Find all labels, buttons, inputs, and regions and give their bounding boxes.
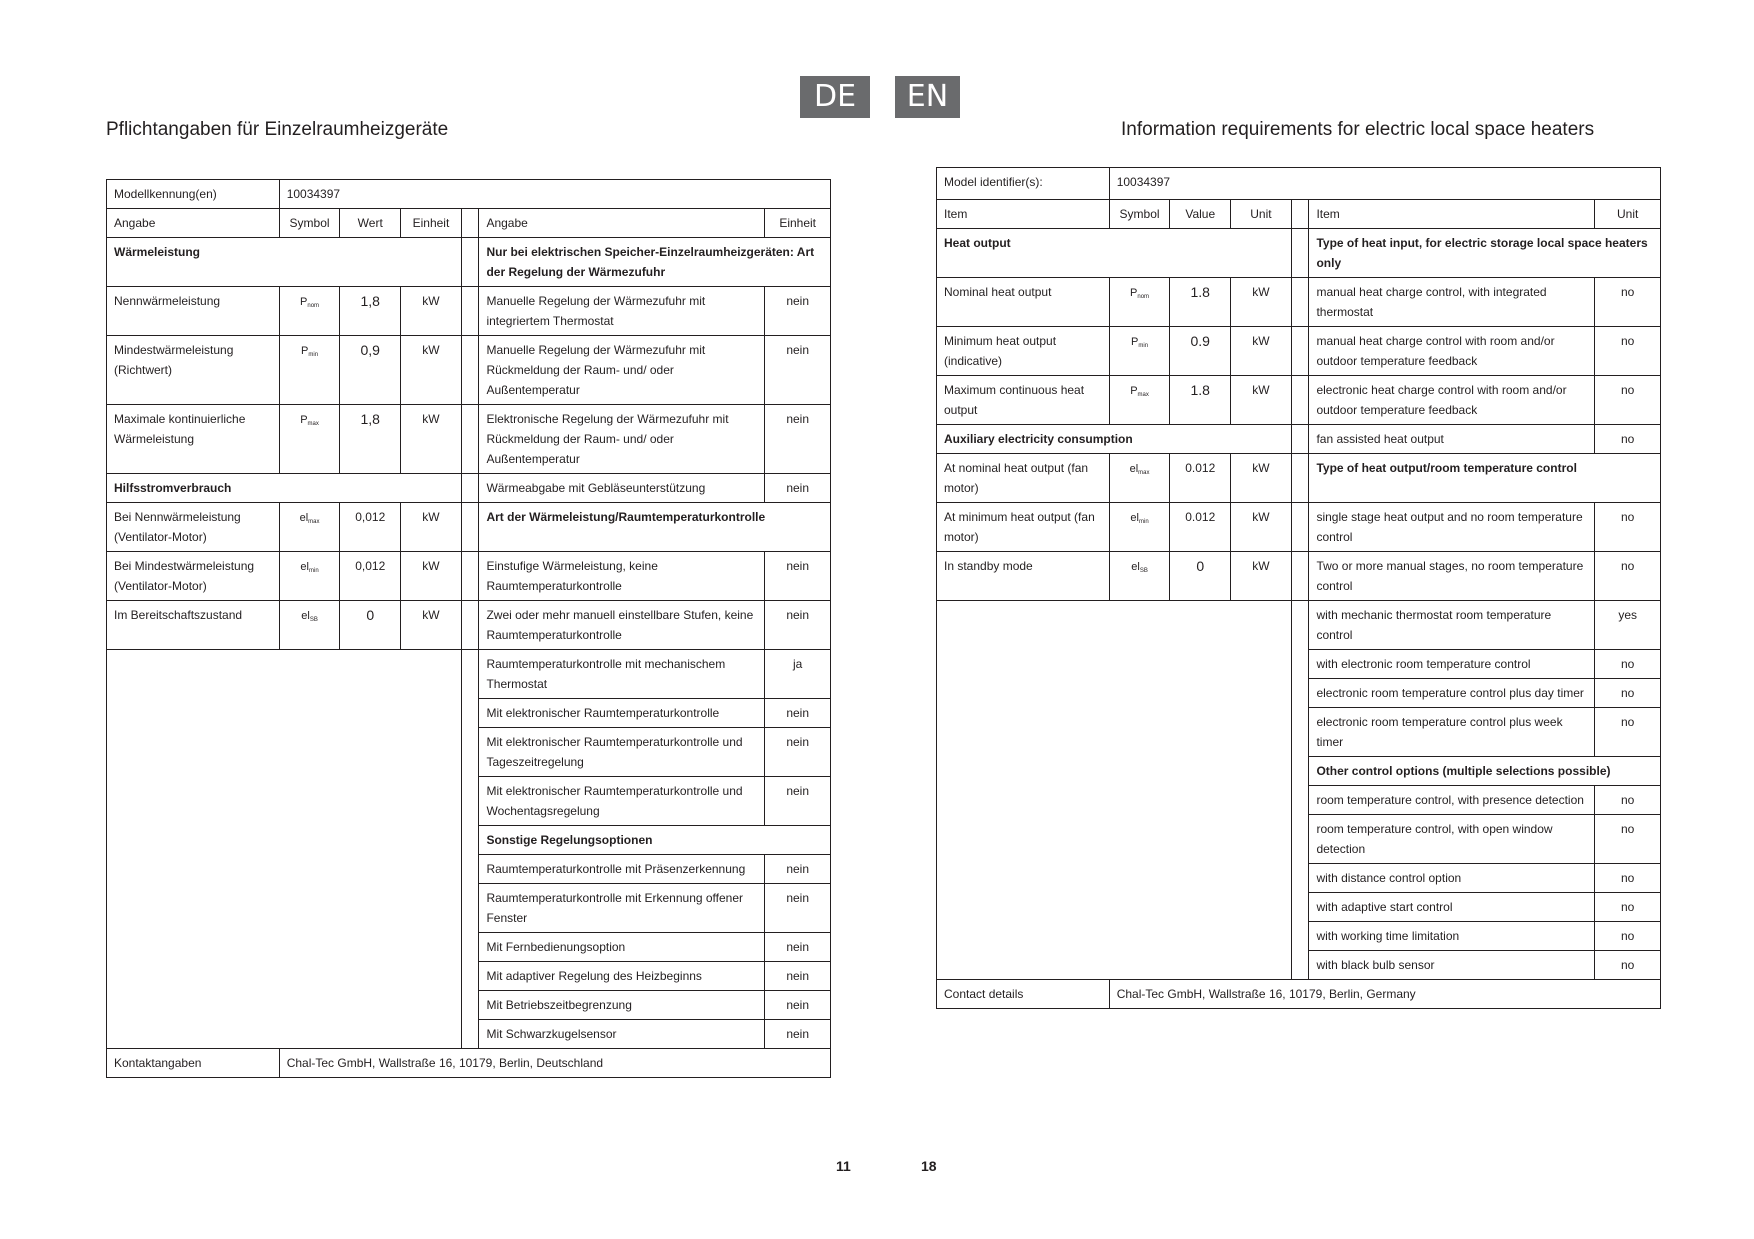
- row-item-value: nein: [765, 552, 830, 601]
- page-number-de: 11: [836, 1158, 851, 1174]
- symbol-cell: [1109, 551, 1170, 600]
- section-heat-output: Heat output: [937, 228, 1291, 277]
- table-row: [937, 453, 1660, 502]
- row-item: with working time limitation: [1309, 921, 1595, 950]
- row-unit: kW: [401, 503, 462, 552]
- language-badge-de: DE: [800, 76, 870, 118]
- column-divider: [461, 650, 479, 1049]
- header-item: Angabe: [479, 209, 765, 238]
- header-item: Item: [937, 199, 1109, 228]
- row-label: At nominal heat output (fan motor): [937, 453, 1109, 502]
- column-divider: [1291, 228, 1309, 277]
- column-divider: [461, 336, 479, 405]
- row-unit: kW: [401, 405, 462, 474]
- column-divider: [1291, 600, 1309, 979]
- symbol-subscript: min: [1138, 518, 1149, 525]
- table-row: [937, 375, 1660, 424]
- language-badge-en: EN: [895, 76, 960, 118]
- row-value: 0: [340, 601, 401, 650]
- symbol-subscript: nom: [1137, 293, 1150, 300]
- symbol-subscript: max: [1138, 469, 1150, 476]
- empty-area: [937, 600, 1291, 979]
- table-row: [107, 552, 830, 601]
- row-item-value: no: [1595, 277, 1660, 326]
- row-unit: kW: [1231, 502, 1292, 551]
- model-label: Modellkennung(en): [107, 180, 279, 209]
- row-label: At minimum heat output (fan motor): [937, 502, 1109, 551]
- row-value: 1.8: [1170, 277, 1231, 326]
- table-row: [107, 650, 830, 699]
- header-symbol: Symbol: [279, 209, 340, 238]
- row-item: Manuelle Regelung der Wärmezufuhr mit Rückmeldung der Raum- und/ oder Außentemperatur: [479, 336, 765, 405]
- table-row: [107, 336, 830, 405]
- symbol-cell: [279, 503, 340, 552]
- symbol-subscript: SB: [309, 617, 318, 623]
- row-item: electronic room temperature control plus day timer: [1309, 678, 1595, 707]
- row-item: with mechanic thermostat room temperature control: [1309, 600, 1595, 649]
- header-item: Item: [1309, 199, 1595, 228]
- info-table-en: [936, 167, 1661, 1009]
- row-item: Manuelle Regelung der Wärmezufuhr mit integriertem Thermostat: [479, 287, 765, 336]
- header-unit: Einheit: [401, 209, 462, 238]
- row-item: Mit elektronischer Raumtemperaturkontrolle und Tageszeitregelung: [479, 728, 765, 777]
- table-row: [937, 277, 1660, 326]
- row-value: 0.9: [1170, 326, 1231, 375]
- row-label: Maximum continuous heat output: [937, 375, 1109, 424]
- section-storage-control: Nur bei elektrischen Speicher-Einzelraumheizgeräten: Art der Regelung der Wärmezufuhr: [479, 238, 830, 287]
- column-divider: [1291, 199, 1309, 228]
- row-label: Minimum heat output (indicative): [937, 326, 1109, 375]
- row-item: manual heat charge control with room and/or outdoor temperature feedback: [1309, 326, 1595, 375]
- header-item: Angabe: [107, 209, 279, 238]
- empty-area: [107, 650, 461, 1049]
- contact-label: Contact details: [937, 979, 1109, 1008]
- row-unit: kW: [1231, 277, 1292, 326]
- row-item-value: yes: [1595, 600, 1660, 649]
- table-row: [937, 326, 1660, 375]
- symbol: P: [1131, 335, 1139, 348]
- column-divider: [1291, 453, 1309, 502]
- symbol: P: [300, 296, 308, 308]
- row-item-value: nein: [765, 728, 830, 777]
- column-divider: [461, 209, 479, 238]
- row-item: room temperature control, with presence detection: [1309, 785, 1595, 814]
- row-item-value: no: [1595, 921, 1660, 950]
- header-symbol: Symbol: [1109, 199, 1170, 228]
- row-item: room temperature control, with open window detection: [1309, 814, 1595, 863]
- table-row: [107, 287, 830, 336]
- column-divider: [461, 601, 479, 650]
- row-value: 0,9: [340, 336, 401, 405]
- info-table-de: [106, 179, 831, 1078]
- row-label: Maximale kontinuierliche Wärmeleistung: [107, 405, 279, 474]
- symbol: P: [1130, 384, 1138, 397]
- column-divider: [461, 405, 479, 474]
- row-item-value: nein: [765, 933, 830, 962]
- row-item: Mit Betriebszeitbegrenzung: [479, 991, 765, 1020]
- row-item: Two or more manual stages, no room temperature control: [1309, 551, 1595, 600]
- row-value: 0.012: [1170, 453, 1231, 502]
- row-item-value: no: [1595, 551, 1660, 600]
- row-item: single stage heat output and no room temperature control: [1309, 502, 1595, 551]
- symbol-subscript: SB: [1139, 567, 1148, 574]
- column-divider: [1291, 326, 1309, 375]
- row-item-value: nein: [765, 884, 830, 933]
- table-row: [107, 405, 830, 474]
- row-item-value: nein: [765, 1020, 830, 1049]
- row-item-value: no: [1595, 863, 1660, 892]
- symbol: el: [299, 512, 309, 524]
- row-item-value: no: [1595, 814, 1660, 863]
- symbol: el: [301, 610, 310, 622]
- section-auxiliary: Hilfsstromverbrauch: [107, 474, 461, 503]
- row-item-value: nein: [765, 855, 830, 884]
- row-label: Bei Mindestwärmeleistung (Ventilator-Motor): [107, 552, 279, 601]
- row-item: Zwei oder mehr manuell einstellbare Stufen, keine Raumtemperaturkontrolle: [479, 601, 765, 650]
- symbol: P: [1130, 286, 1138, 299]
- section-other-options: Sonstige Regelungsoptionen: [479, 826, 830, 855]
- row-item-value: nein: [765, 601, 830, 650]
- row-item-value: no: [1595, 375, 1660, 424]
- symbol-subscript: max: [308, 519, 320, 525]
- header-value: Value: [1170, 199, 1231, 228]
- section-control-type: Type of heat output/room temperature control: [1309, 453, 1660, 502]
- row-item: with adaptive start control: [1309, 892, 1595, 921]
- symbol: el: [1129, 462, 1139, 475]
- row-item: with black bulb sensor: [1309, 950, 1595, 979]
- symbol-cell: [279, 552, 340, 601]
- fan-assisted-label: Wärmeabgabe mit Gebläseunterstützung: [479, 474, 765, 503]
- symbol-cell: [1109, 326, 1170, 375]
- row-item: electronic heat charge control with room and/or outdoor temperature feedback: [1309, 375, 1595, 424]
- column-divider: [1291, 551, 1309, 600]
- symbol-cell: [1109, 453, 1170, 502]
- model-value: 10034397: [279, 180, 830, 209]
- table-row: [937, 502, 1660, 551]
- table-row: [937, 600, 1660, 649]
- row-item-value: no: [1595, 892, 1660, 921]
- column-divider: [1291, 375, 1309, 424]
- symbol: el: [1131, 560, 1140, 573]
- column-divider: [461, 474, 479, 503]
- row-item-value: nein: [765, 962, 830, 991]
- row-item-value: nein: [765, 405, 830, 474]
- page-title-en: Information requirements for electric local space heaters: [1121, 119, 1595, 140]
- row-item: Mit elektronischer Raumtemperaturkontrolle und Wochentagsregelung: [479, 777, 765, 826]
- row-item: Mit elektronischer Raumtemperaturkontrolle: [479, 699, 765, 728]
- column-divider: [1291, 424, 1309, 453]
- row-item: Einstufige Wärmeleistung, keine Raumtemperaturkontrolle: [479, 552, 765, 601]
- table-row: [107, 503, 830, 552]
- symbol-cell: [279, 336, 340, 405]
- fan-assisted-value: no: [1595, 424, 1660, 453]
- row-item-value: nein: [765, 777, 830, 826]
- row-label: Mindestwärmeleistung (Richtwert): [107, 336, 279, 405]
- row-item-value: no: [1595, 678, 1660, 707]
- symbol-subscript: nom: [307, 303, 320, 309]
- row-item: Raumtemperaturkontrolle mit mechanischem Thermostat: [479, 650, 765, 699]
- row-item: Mit Fernbedienungsoption: [479, 933, 765, 962]
- symbol-subscript: max: [307, 421, 319, 427]
- row-item: electronic room temperature control plus week timer: [1309, 707, 1595, 756]
- row-item: Raumtemperaturkontrolle mit Präsenzerkennung: [479, 855, 765, 884]
- page-title-de: Pflichtangaben für Einzelraumheizgeräte: [106, 119, 449, 140]
- row-label: Nominal heat output: [937, 277, 1109, 326]
- section-heat-output: Wärmeleistung: [107, 238, 461, 287]
- symbol-cell: [1109, 502, 1170, 551]
- row-item-value: no: [1595, 950, 1660, 979]
- row-unit: kW: [401, 601, 462, 650]
- row-value: 0,012: [340, 503, 401, 552]
- row-label: Bei Nennwärmeleistung (Ventilator-Motor): [107, 503, 279, 552]
- symbol: P: [300, 414, 308, 426]
- row-item-value: no: [1595, 785, 1660, 814]
- row-value: 0,012: [340, 552, 401, 601]
- row-item: Elektronische Regelung der Wärmezufuhr mit Rückmeldung der Raum- und/ oder Außentemperatur: [479, 405, 765, 474]
- table-row: [937, 551, 1660, 600]
- row-unit: kW: [401, 287, 462, 336]
- symbol-cell: [279, 601, 340, 650]
- page-number-en: 18: [921, 1158, 937, 1174]
- row-item-value: no: [1595, 502, 1660, 551]
- symbol: P: [301, 345, 309, 357]
- row-label: Im Bereitschaftszustand: [107, 601, 279, 650]
- row-item-value: nein: [765, 336, 830, 405]
- column-divider: [461, 238, 479, 287]
- row-item: with electronic room temperature control: [1309, 649, 1595, 678]
- row-value: 0.012: [1170, 502, 1231, 551]
- symbol-cell: [279, 405, 340, 474]
- row-unit: kW: [1231, 551, 1292, 600]
- column-divider: [461, 503, 479, 552]
- row-value: 1,8: [340, 287, 401, 336]
- row-item-value: nein: [765, 699, 830, 728]
- symbol-cell: [1109, 277, 1170, 326]
- header-value: Wert: [340, 209, 401, 238]
- row-item-value: no: [1595, 649, 1660, 678]
- contact-value: Chal-Tec GmbH, Wallstraße 16, 10179, Berlin, Germany: [1109, 979, 1660, 1008]
- section-other-options: Other control options (multiple selections possible): [1309, 756, 1660, 785]
- section-auxiliary: Auxiliary electricity consumption: [937, 424, 1291, 453]
- row-value: 0: [1170, 551, 1231, 600]
- row-item-value: no: [1595, 326, 1660, 375]
- row-label: Nennwärmeleistung: [107, 287, 279, 336]
- fan-assisted-label: fan assisted heat output: [1309, 424, 1595, 453]
- section-control-type: Art der Wärmeleistung/Raumtemperaturkontrolle: [479, 503, 830, 552]
- row-item: Mit Schwarzkugelsensor: [479, 1020, 765, 1049]
- symbol-subscript: min: [1138, 342, 1149, 349]
- row-label: In standby mode: [937, 551, 1109, 600]
- row-item-value: no: [1595, 707, 1660, 756]
- symbol: el: [1130, 511, 1139, 524]
- symbol-subscript: min: [308, 352, 319, 358]
- model-label: Model identifier(s):: [937, 168, 1109, 199]
- row-item: Mit adaptiver Regelung des Heizbeginns: [479, 962, 765, 991]
- row-unit: kW: [1231, 375, 1292, 424]
- row-value: 1.8: [1170, 375, 1231, 424]
- fan-assisted-value: nein: [765, 474, 830, 503]
- symbol-subscript: min: [308, 568, 319, 574]
- row-unit: kW: [401, 336, 462, 405]
- symbol-cell: [1109, 375, 1170, 424]
- row-item: manual heat charge control, with integrated thermostat: [1309, 277, 1595, 326]
- row-unit: kW: [1231, 453, 1292, 502]
- row-value: 1,8: [340, 405, 401, 474]
- symbol-cell: [279, 287, 340, 336]
- row-unit: kW: [401, 552, 462, 601]
- header-unit: Unit: [1595, 199, 1660, 228]
- symbol-subscript: max: [1137, 391, 1149, 398]
- contact-label: Kontaktangaben: [107, 1049, 279, 1078]
- column-divider: [1291, 502, 1309, 551]
- section-storage-control: Type of heat input, for electric storage local space heaters only: [1309, 228, 1660, 277]
- model-value: 10034397: [1109, 168, 1660, 199]
- row-item-value: ja: [765, 650, 830, 699]
- column-divider: [1291, 277, 1309, 326]
- row-item: Raumtemperaturkontrolle mit Erkennung offener Fenster: [479, 884, 765, 933]
- row-item-value: nein: [765, 287, 830, 336]
- table-row: [107, 601, 830, 650]
- row-item: with distance control option: [1309, 863, 1595, 892]
- header-unit: Unit: [1231, 199, 1292, 228]
- contact-value: Chal-Tec GmbH, Wallstraße 16, 10179, Berlin, Deutschland: [279, 1049, 830, 1078]
- column-divider: [461, 287, 479, 336]
- symbol: el: [300, 561, 309, 573]
- column-divider: [461, 552, 479, 601]
- header-unit: Einheit: [765, 209, 830, 238]
- row-item-value: nein: [765, 991, 830, 1020]
- row-unit: kW: [1231, 326, 1292, 375]
